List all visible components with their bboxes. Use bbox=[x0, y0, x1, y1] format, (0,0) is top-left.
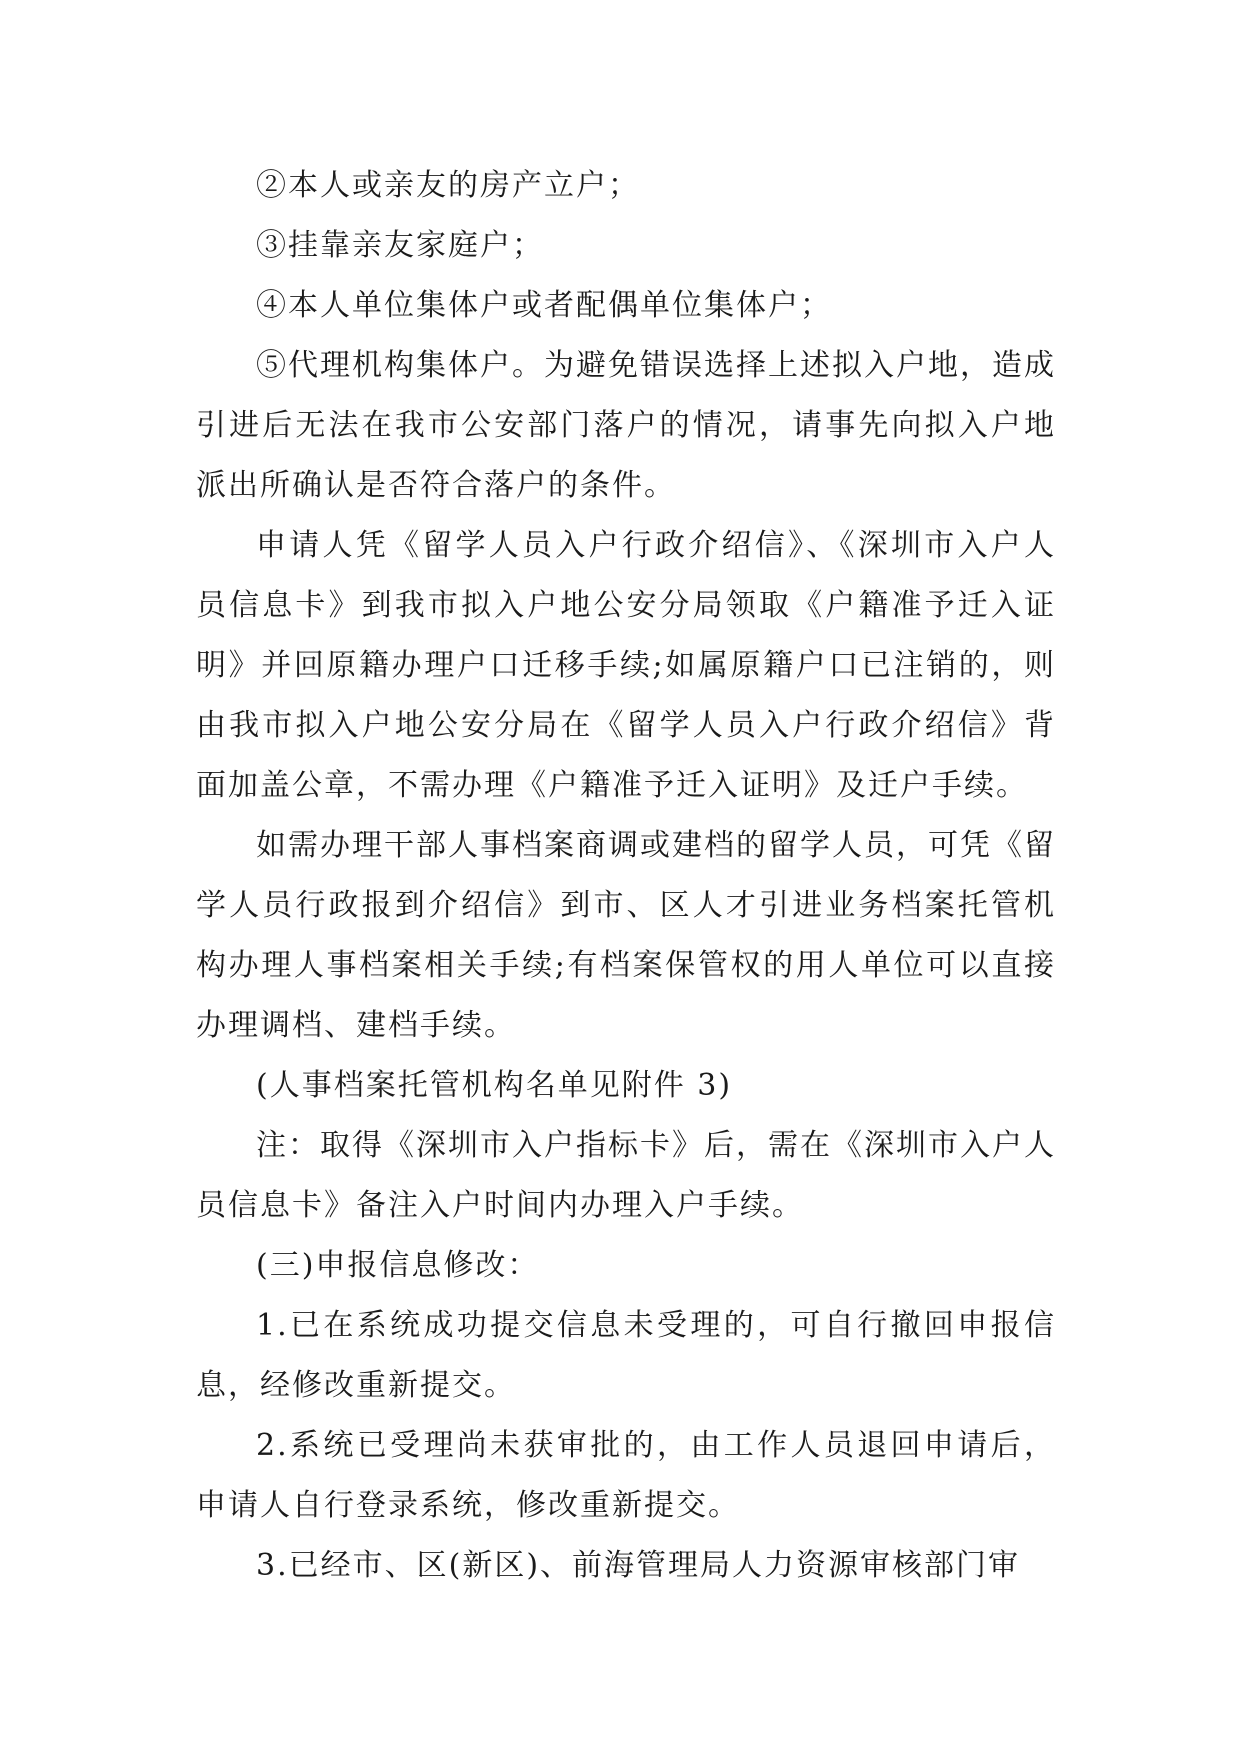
section-heading-info-modification: (三)申报信息修改： bbox=[256, 1248, 540, 1283]
paragraph-option-5: ⑤代理机构集体户。为避免错误选择上述拟入户地，造成引进后无法在我市公安部门落户的情况，请事先向拟入户地派出所确认是否符合落户的条件。 bbox=[196, 348, 1056, 503]
paragraph-option-4: ④本人单位集体户或者配偶单位集体户； bbox=[256, 288, 832, 323]
paragraph-option-3: ③挂靠亲友家庭户； bbox=[256, 228, 544, 263]
paragraph-household-migration: 申请人凭《留学人员入户行政介绍信》、《深圳市入户人员信息卡》到我市拟入户地公安分局领取《户籍准予迁入证明》并回原籍办理户口迁移手续;如属原籍户口已注销的，则由我市拟入户地公安分局在《留学人员入户行政介绍信》背面加盖公章，不需办理《户籍准予迁入证明》及迁户手续。 bbox=[196, 528, 1056, 803]
list-item-3: 3.已经市、区(新区)、前海管理局人力资源审核部门审 bbox=[256, 1548, 1021, 1583]
document-body bbox=[196, 156, 1056, 1596]
paragraph-attachment-note: (人事档案托管机构名单见附件 3) bbox=[256, 1068, 733, 1103]
paragraph-option-2: ②本人或亲友的房产立户； bbox=[256, 168, 640, 203]
list-item-2: 2.系统已受理尚未获审批的，由工作人员退回申请后，申请人自行登录系统，修改重新提交。 bbox=[196, 1428, 1056, 1523]
paragraph-note: 注：取得《深圳市入户指标卡》后，需在《深圳市入户人员信息卡》备注入户时间内办理入户手续。 bbox=[196, 1128, 1056, 1223]
paragraph-personnel-archive: 如需办理干部人事档案商调或建档的留学人员，可凭《留学人员行政报到介绍信》到市、区人才引进业务档案托管机构办理人事档案相关手续;有档案保管权的用人单位可以直接办理调档、建档手续。 bbox=[196, 828, 1056, 1043]
list-item-1: 1.已在系统成功提交信息未受理的，可自行撤回申报信息，经修改重新提交。 bbox=[196, 1308, 1056, 1403]
